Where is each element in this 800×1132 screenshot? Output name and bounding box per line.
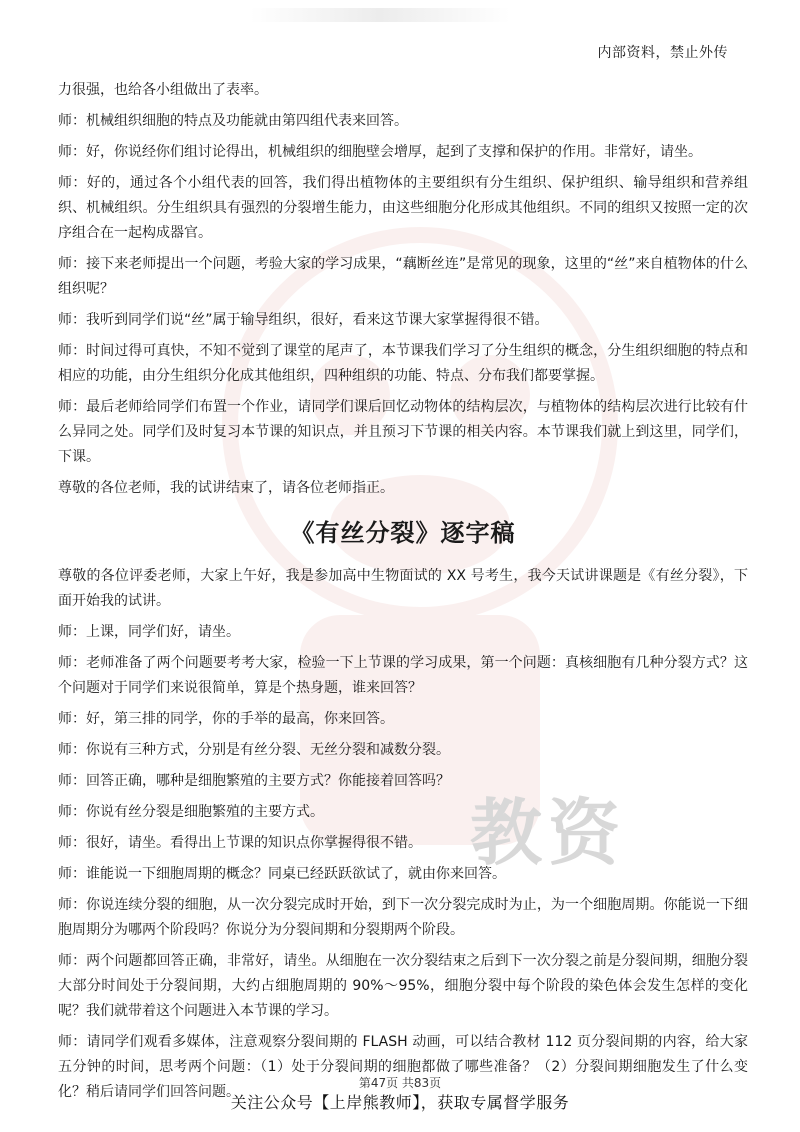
- paragraph: 师：两个问题都回答正确，非常好，请坐。从细胞在一次分裂结束之后到下一次分裂之前是分裂间期，细胞分裂大部分时间处于分裂间期，大约占细胞周期的 90%～95%，细胞分裂中每个阶段的染色体会发生怎样的变化呢？我们就带着这个问题进入本节课的学习。: [58, 953, 748, 1019]
- watermark-text: 教资: [470, 791, 627, 875]
- document-body: [58, 78, 748, 1111]
- paragraph: 师：你说连续分裂的细胞，从一次分裂完成时开始，到下一次分裂完成时为止，为一个细胞周期。你能说一下细胞周期分为哪两个阶段吗？你说分为分裂间期和分裂期两个阶段。: [58, 897, 748, 938]
- header-note: 内部资料，禁止外传: [597, 45, 728, 61]
- paragraph: 师：很好，请坐。看得出上节课的知识点你掌握得很不错。: [58, 835, 422, 851]
- page-number: 第47页 共83页: [358, 1076, 442, 1090]
- paragraph: 力很强，也给各小组做出了表率。: [58, 82, 268, 98]
- paragraph: 师：好，第三排的同学，你的手举的最高，你来回答。: [58, 711, 394, 727]
- paragraph: 师：好的，通过各个小组代表的回答，我们得出植物体的主要组织有分生组织、保护组织、输导组织和营养组织、机械组织。分生组织具有强烈的分裂增生能力，由这些细胞分化形成其他组织。不同的组织又按照一定的次序组合在一起构成器官。: [58, 175, 748, 241]
- top-faded-header: [250, 8, 510, 22]
- paragraph: 师：请同学们观看多媒体，注意观察分裂间期的 FLASH 动画，可以结合教材 112 页分裂间期的内容，给大家五分钟的时间，思考两个问题：（1）处于分裂间期的细胞都做了哪些准备？（2）分裂间期细胞发生了什么变化？稍后请同学们回答问题。: [58, 1034, 748, 1100]
- paragraph: 师：我听到同学们说“丝”属于输导组织，很好，看来这节课大家掌握得很不错。: [58, 312, 549, 328]
- paragraph: 尊敬的各位老师，我的试讲结束了，请各位老师指正。: [58, 480, 394, 496]
- section-previous-lesson: [58, 78, 748, 501]
- section-title: 《有丝分裂》逐字稿: [290, 519, 516, 547]
- paragraph: 师：老师准备了两个问题要考考大家，检验一下上节课的学习成果，第一个问题：真核细胞有几种分裂方式？这个问题对于同学们来说很简单，算是个热身题，谁来回答？: [58, 655, 748, 696]
- paragraph: 师：接下来老师提出一个问题，考验大家的学习成果，“藕断丝连”是常见的现象，这里的“丝”来自植物体的什么组织呢？: [58, 256, 748, 297]
- paragraph: 师：最后老师给同学们布置一个作业，请同学们课后回忆动物体的结构层次，与植物体的结构层次进行比较有什么异同之处。同学们及时复习本节课的知识点，并且预习下节课的相关内容。本节课我们就上到这里，同学们，下课。: [58, 399, 748, 465]
- paragraph: 尊敬的各位评委老师，大家上午好，我是参加高中生物面试的 XX 号考生，我今天试讲课题是《有丝分裂》，下面开始我的试讲。: [58, 568, 748, 609]
- paragraph: 师：你说有丝分裂是细胞繁殖的主要方式。: [58, 804, 324, 820]
- paragraph: 师：回答正确，哪种是细胞繁殖的主要方式？你能接着回答吗？: [58, 773, 450, 789]
- paragraph: 师：好，你说经你们组讨论得出，机械组织的细胞壁会增厚，起到了支撑和保护的作用。非常好，请坐。: [58, 144, 702, 160]
- paragraph: 师：你说有三种方式，分别是有丝分裂、无丝分裂和减数分裂。: [58, 742, 450, 758]
- paragraph: 师：时间过得可真快，不知不觉到了课堂的尾声了，本节课我们学习了分生组织的概念，分生组织细胞的特点和相应的功能，由分生组织分化成其他组织，四种组织的功能、特点、分布我们都要掌握。: [58, 343, 748, 384]
- footer-promo: 关注公众号【上岸熊教师】，获取专属督学服务: [230, 1093, 570, 1112]
- paragraph: 师：上课，同学们好，请坐。: [58, 624, 240, 640]
- section-mitosis-transcript: [58, 564, 748, 1105]
- paragraph: 师：谁能说一下细胞周期的概念？同桌已经跃跃欲试了，就由你来回答。: [58, 866, 506, 882]
- paragraph: 师：机械组织细胞的特点及功能就由第四组代表来回答。: [58, 113, 408, 129]
